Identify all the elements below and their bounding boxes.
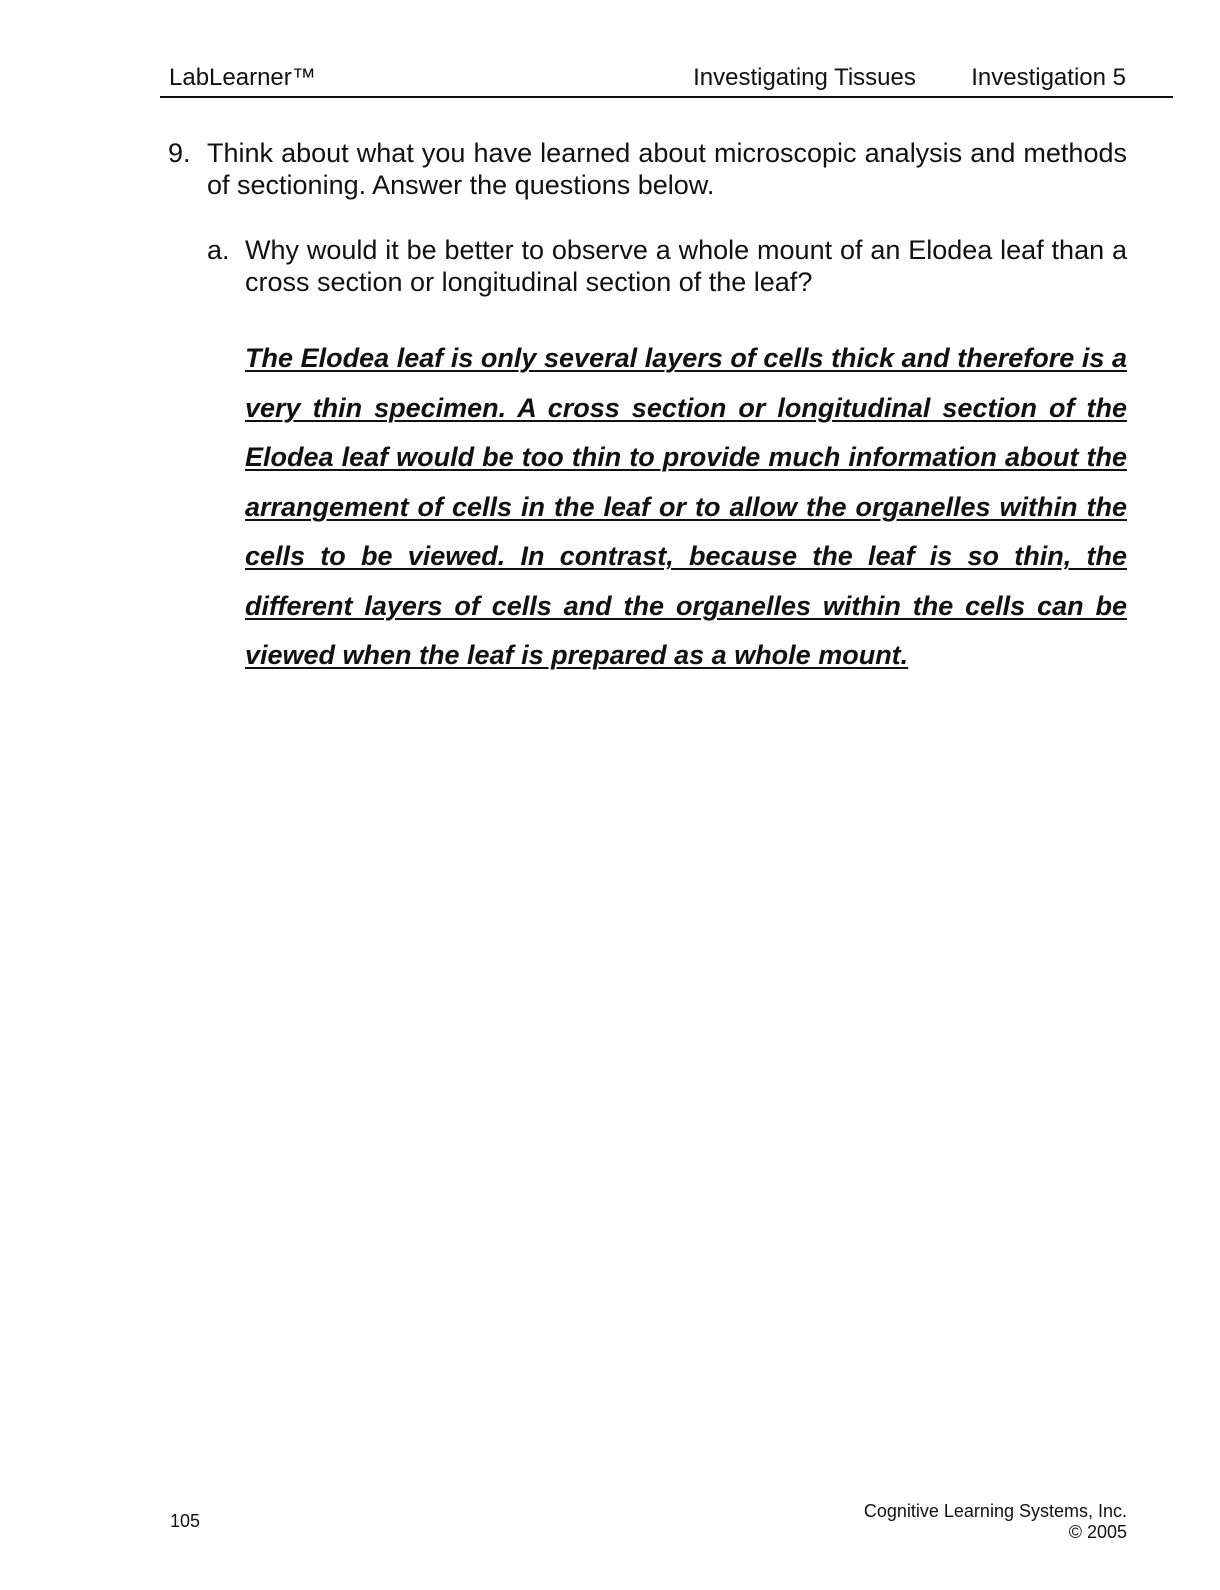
header-brand: LabLearner™ bbox=[169, 64, 316, 91]
page-footer bbox=[864, 1501, 1127, 1543]
subquestion-label: a. bbox=[207, 235, 230, 265]
question-text: Think about what you have learned about microscopic analysis and methods of sectioning. Answer the questions below. bbox=[207, 138, 1127, 200]
header-title: Investigating Tissues bbox=[693, 64, 916, 91]
footer-copyright: © 2005 bbox=[1068, 1522, 1127, 1542]
header-investigation: Investigation 5 bbox=[971, 64, 1126, 91]
page-header bbox=[160, 62, 1173, 98]
subquestion-text: Why would it be better to observe a whole mount of an Elodea leaf than a cross section or longitudinal section of the leaf? bbox=[245, 235, 1127, 297]
footer-publisher: Cognitive Learning Systems, Inc. bbox=[863, 1501, 1127, 1521]
question-number: 9. bbox=[168, 138, 191, 168]
page-number: 105 bbox=[170, 1511, 201, 1531]
answer-text: The Elodea leaf is only several layers of cells thick and therefore is a very thin specimen. A cross section or longitudinal section of the Elodea leaf would be too thin to provide much information about the arrangement of cells in the leaf or to allow the organelles within the cells to be viewed. In contrast, because the leaf is so thin, the different layers of cells and the organelles within the cells can be viewed when the leaf is prepared as a whole mount. bbox=[245, 343, 1127, 670]
